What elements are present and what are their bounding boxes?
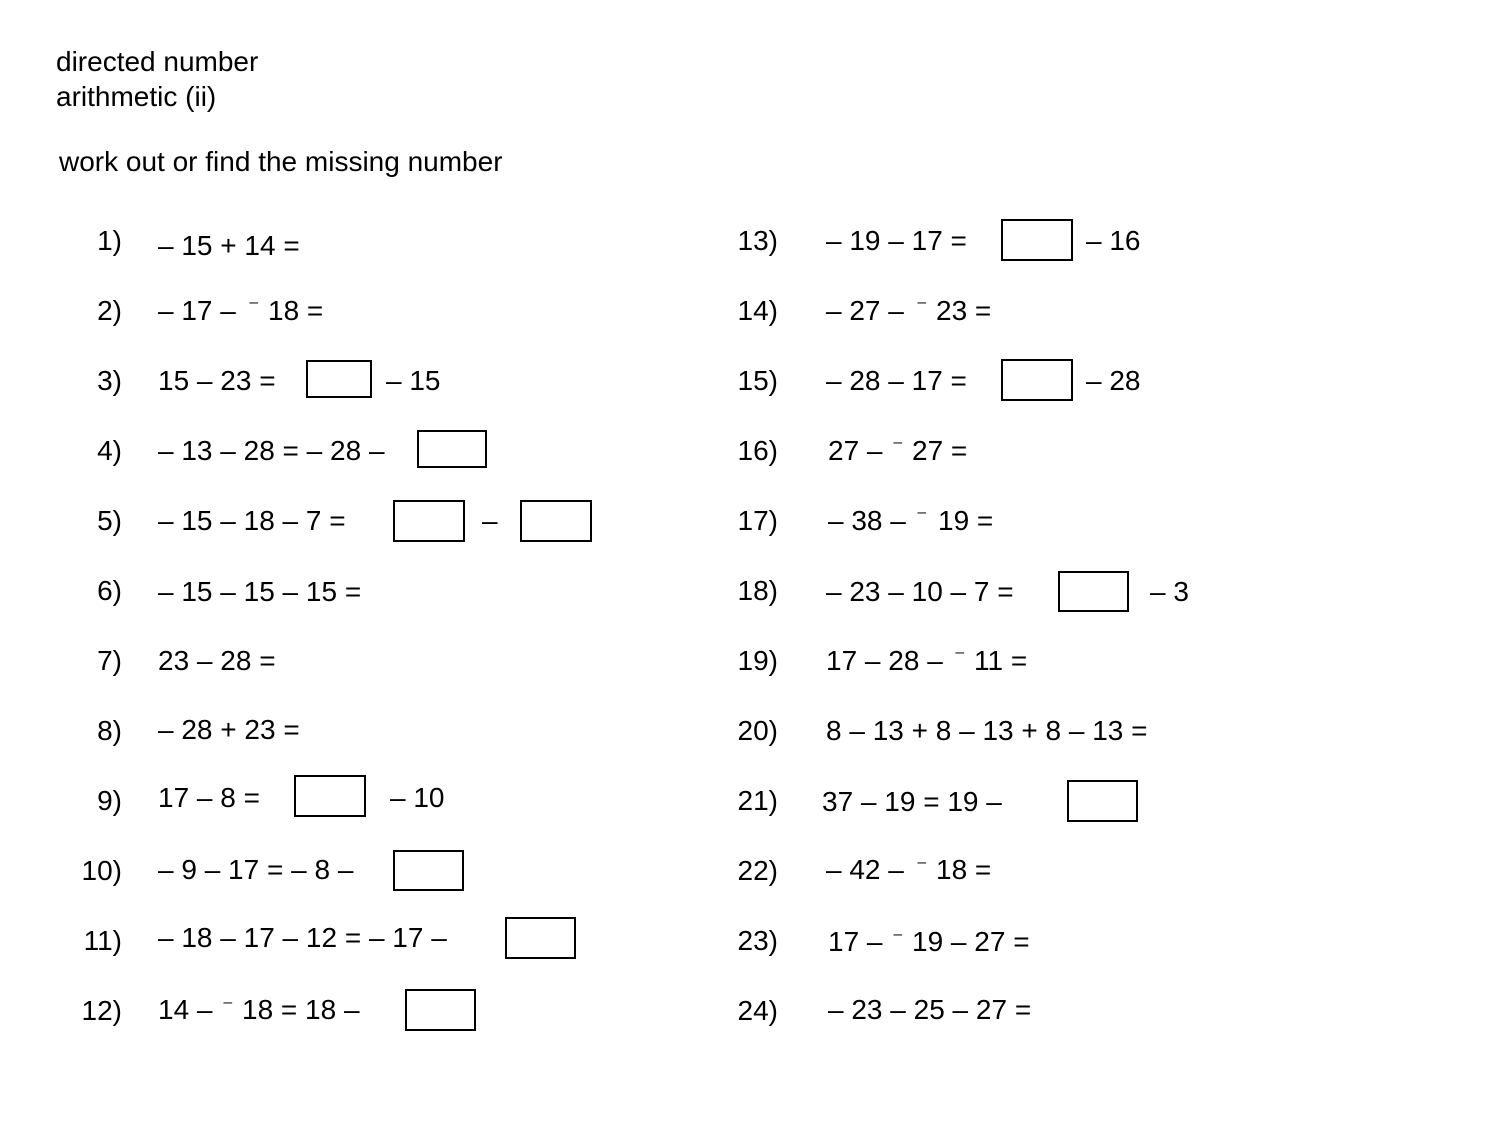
answer-box[interactable] (306, 360, 372, 398)
question-number: 2) (97, 295, 122, 326)
answer-box[interactable] (1067, 780, 1138, 822)
question-number: 13) (737, 225, 778, 256)
question-expression: 11 = (974, 645, 1028, 676)
question-expression: 19 – 27 = (912, 926, 1030, 957)
question-number: 24) (737, 995, 778, 1026)
negative-sign: ⁻ (892, 926, 904, 951)
question-expression: – 27 – (826, 295, 904, 326)
question-expression: 23 = (936, 295, 992, 326)
negative-sign: ⁻ (248, 294, 260, 319)
question-expression: – 28 (1086, 365, 1141, 396)
question-expression: 18 = (936, 854, 992, 885)
question-number: 11) (83, 925, 122, 956)
answer-box[interactable] (417, 430, 487, 468)
title-line-2: arithmetic (ii) (56, 81, 217, 112)
negative-sign: ⁻ (954, 644, 966, 669)
question-expression: – 15 – 15 – 15 = (158, 576, 362, 607)
question-expression: 17 – 8 = (158, 782, 260, 813)
answer-box[interactable] (393, 850, 464, 891)
question-number: 17) (737, 505, 778, 536)
question-expression: – (482, 505, 498, 536)
title-line-1: directed number (56, 46, 259, 77)
question-expression: 17 – 28 – (826, 645, 943, 676)
answer-box[interactable] (520, 500, 592, 542)
question-expression: 18 = 18 – (242, 994, 360, 1025)
question-expression: – 28 – 17 = (826, 365, 967, 396)
negative-sign: ⁻ (916, 854, 928, 879)
answer-box[interactable] (393, 500, 465, 542)
question-expression: 17 – (828, 926, 883, 957)
question-number: 14) (737, 295, 778, 326)
question-number: 1) (97, 225, 122, 256)
question-number: 22) (737, 855, 778, 886)
answer-box[interactable] (1001, 219, 1073, 261)
answer-box[interactable] (505, 917, 576, 959)
question-number: 19) (737, 645, 778, 676)
question-number: 6) (97, 575, 122, 606)
question-expression: – 15 (386, 365, 441, 396)
question-expression: 14 – (158, 994, 213, 1025)
question-expression: 18 = (268, 295, 324, 326)
negative-sign: ⁻ (892, 434, 904, 459)
question-number: 10) (81, 855, 122, 886)
question-expression: 27 – (828, 435, 883, 466)
question-expression: – 18 – 17 – 12 = – 17 – (158, 922, 447, 953)
question-number: 12) (81, 995, 122, 1026)
question-number: 16) (737, 435, 778, 466)
question-expression: – 15 + 14 = (158, 230, 300, 261)
question-number: 15) (737, 365, 778, 396)
question-number: 23) (737, 925, 778, 956)
question-number: 4) (97, 435, 122, 466)
instruction: work out or find the missing number (59, 146, 503, 177)
question-expression: 8 – 13 + 8 – 13 + 8 – 13 = (826, 715, 1148, 746)
question-expression: – 10 (390, 782, 445, 813)
question-expression: 23 – 28 = (158, 645, 276, 676)
negative-sign: ⁻ (916, 504, 928, 529)
answer-box[interactable] (1058, 571, 1129, 612)
question-expression: 15 – 23 = (158, 365, 276, 396)
question-expression: – 15 – 18 – 7 = (158, 505, 346, 536)
question-expression: – 28 + 23 = (158, 714, 300, 745)
question-expression: 37 – 19 = 19 – (822, 786, 1002, 817)
question-number: 5) (97, 505, 122, 536)
question-number: 7) (97, 645, 122, 676)
question-expression: – 42 – (826, 854, 904, 885)
question-number: 18) (737, 575, 778, 606)
question-number: 21) (737, 785, 778, 816)
question-expression: 19 = (938, 505, 994, 536)
negative-sign: ⁻ (916, 294, 928, 319)
question-expression: – 38 – (828, 505, 906, 536)
question-expression: – 9 – 17 = – 8 – (158, 854, 354, 885)
worksheet-title (56, 44, 258, 114)
answer-box[interactable] (405, 989, 476, 1031)
question-number: 9) (97, 785, 122, 816)
negative-sign: ⁻ (222, 994, 234, 1019)
question-expression: – 19 – 17 = (826, 225, 967, 256)
answer-box[interactable] (294, 775, 366, 817)
question-number: 8) (97, 715, 122, 746)
question-expression: – 17 – (158, 295, 236, 326)
question-expression: – 23 – 25 – 27 = (828, 994, 1032, 1025)
question-number: 20) (737, 715, 778, 746)
question-expression: – 23 – 10 – 7 = (826, 576, 1014, 607)
question-expression: – 13 – 28 = – 28 – (158, 435, 385, 466)
question-number: 3) (97, 365, 122, 396)
question-expression: – 3 (1150, 576, 1189, 607)
answer-box[interactable] (1001, 359, 1073, 401)
question-expression: 27 = (912, 435, 968, 466)
question-expression: – 16 (1086, 225, 1141, 256)
